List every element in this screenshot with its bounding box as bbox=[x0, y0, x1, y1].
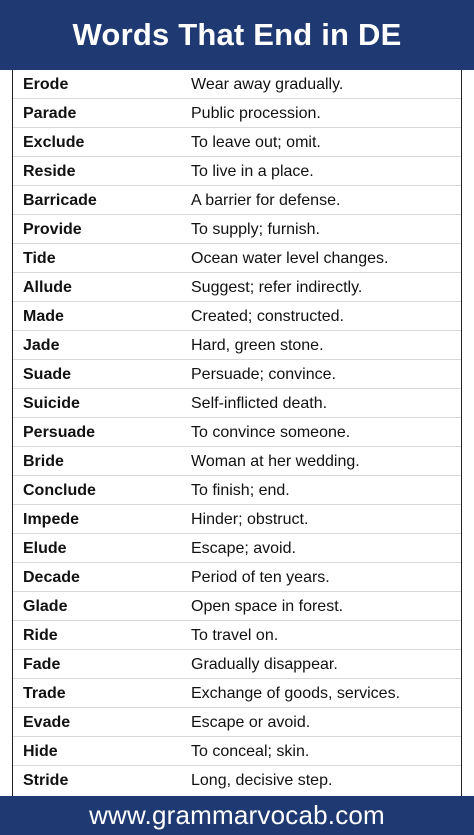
table-row bbox=[13, 70, 461, 99]
meaning-cell: Created; constructed. bbox=[191, 308, 344, 325]
word-cell: Jade bbox=[23, 337, 60, 354]
table-row bbox=[13, 273, 461, 302]
meaning-cell: Escape; avoid. bbox=[191, 540, 296, 557]
table-row bbox=[13, 389, 461, 418]
footer-banner bbox=[0, 796, 474, 835]
word-cell: Impede bbox=[23, 511, 80, 528]
meaning-cell: Wear away gradually. bbox=[191, 76, 344, 93]
word-cell: Suade bbox=[23, 366, 72, 383]
table-row bbox=[13, 650, 461, 679]
meaning-cell: Gradually disappear. bbox=[191, 656, 338, 673]
table-row bbox=[13, 418, 461, 447]
meaning-cell: Suggest; refer indirectly. bbox=[191, 279, 363, 296]
meaning-cell: Period of ten years. bbox=[191, 569, 330, 586]
meaning-cell: Hard, green stone. bbox=[191, 337, 324, 354]
word-cell: Bride bbox=[23, 453, 64, 470]
table-row bbox=[13, 128, 461, 157]
word-cell: Glade bbox=[23, 598, 68, 615]
meaning-cell: To convince someone. bbox=[191, 424, 351, 441]
meaning-cell: Self-inflicted death. bbox=[191, 395, 328, 412]
word-cell: Exclude bbox=[23, 134, 85, 151]
meaning-cell: To live in a place. bbox=[191, 163, 314, 180]
word-cell: Conclude bbox=[23, 482, 96, 499]
word-cell: Trade bbox=[23, 685, 66, 702]
word-cell: Provide bbox=[23, 221, 82, 238]
table-row bbox=[13, 360, 461, 389]
table-row bbox=[13, 447, 461, 476]
word-cell: Suicide bbox=[23, 395, 80, 412]
word-cell: Barricade bbox=[23, 192, 97, 209]
meaning-cell: Long, decisive step. bbox=[191, 772, 333, 789]
table-row bbox=[13, 99, 461, 128]
title-banner bbox=[0, 0, 474, 70]
table-row bbox=[13, 215, 461, 244]
word-cell: Tide bbox=[23, 250, 56, 267]
table-row bbox=[13, 505, 461, 534]
table-row bbox=[13, 157, 461, 186]
word-cell: Stride bbox=[23, 772, 69, 789]
table-row bbox=[13, 737, 461, 766]
word-table bbox=[12, 70, 462, 796]
meaning-cell: Exchange of goods, services. bbox=[191, 685, 401, 702]
meaning-cell: Woman at her wedding. bbox=[191, 453, 360, 470]
meaning-cell: Open space in forest. bbox=[191, 598, 344, 615]
meaning-cell: Persuade; convince. bbox=[191, 366, 336, 383]
page-title: Words That End in DE bbox=[72, 17, 402, 52]
table-row bbox=[13, 766, 461, 795]
table-row bbox=[13, 331, 461, 360]
table-row bbox=[13, 186, 461, 215]
table-row bbox=[13, 679, 461, 708]
table-row bbox=[13, 563, 461, 592]
meaning-cell: To conceal; skin. bbox=[191, 743, 310, 760]
word-cell: Elude bbox=[23, 540, 67, 557]
meaning-cell: To leave out; omit. bbox=[191, 134, 321, 151]
table-row bbox=[13, 302, 461, 331]
word-cell: Parade bbox=[23, 105, 77, 122]
website-url: www.grammarvocab.com bbox=[89, 800, 385, 830]
word-cell: Hide bbox=[23, 743, 58, 760]
meaning-cell: A barrier for defense. bbox=[191, 192, 341, 209]
word-cell: Persuade bbox=[23, 424, 96, 441]
meaning-cell: Hinder; obstruct. bbox=[191, 511, 309, 528]
meaning-cell: Public procession. bbox=[191, 105, 321, 122]
word-cell: Ride bbox=[23, 627, 58, 644]
meaning-cell: Escape or avoid. bbox=[191, 714, 311, 731]
word-cell: Erode bbox=[23, 76, 69, 93]
word-cell: Reside bbox=[23, 163, 76, 180]
table-row bbox=[13, 476, 461, 505]
table-row bbox=[13, 592, 461, 621]
table-row bbox=[13, 708, 461, 737]
meaning-cell: To supply; furnish. bbox=[191, 221, 320, 238]
word-cell: Fade bbox=[23, 656, 61, 673]
meaning-cell: Ocean water level changes. bbox=[191, 250, 389, 267]
word-cell: Allude bbox=[23, 279, 72, 296]
meaning-cell: To finish; end. bbox=[191, 482, 290, 499]
meaning-cell: To travel on. bbox=[191, 627, 279, 644]
table-row bbox=[13, 621, 461, 650]
table-row bbox=[13, 244, 461, 273]
word-cell: Decade bbox=[23, 569, 80, 586]
word-cell: Made bbox=[23, 308, 64, 325]
table-row bbox=[13, 534, 461, 563]
word-cell: Evade bbox=[23, 714, 71, 731]
